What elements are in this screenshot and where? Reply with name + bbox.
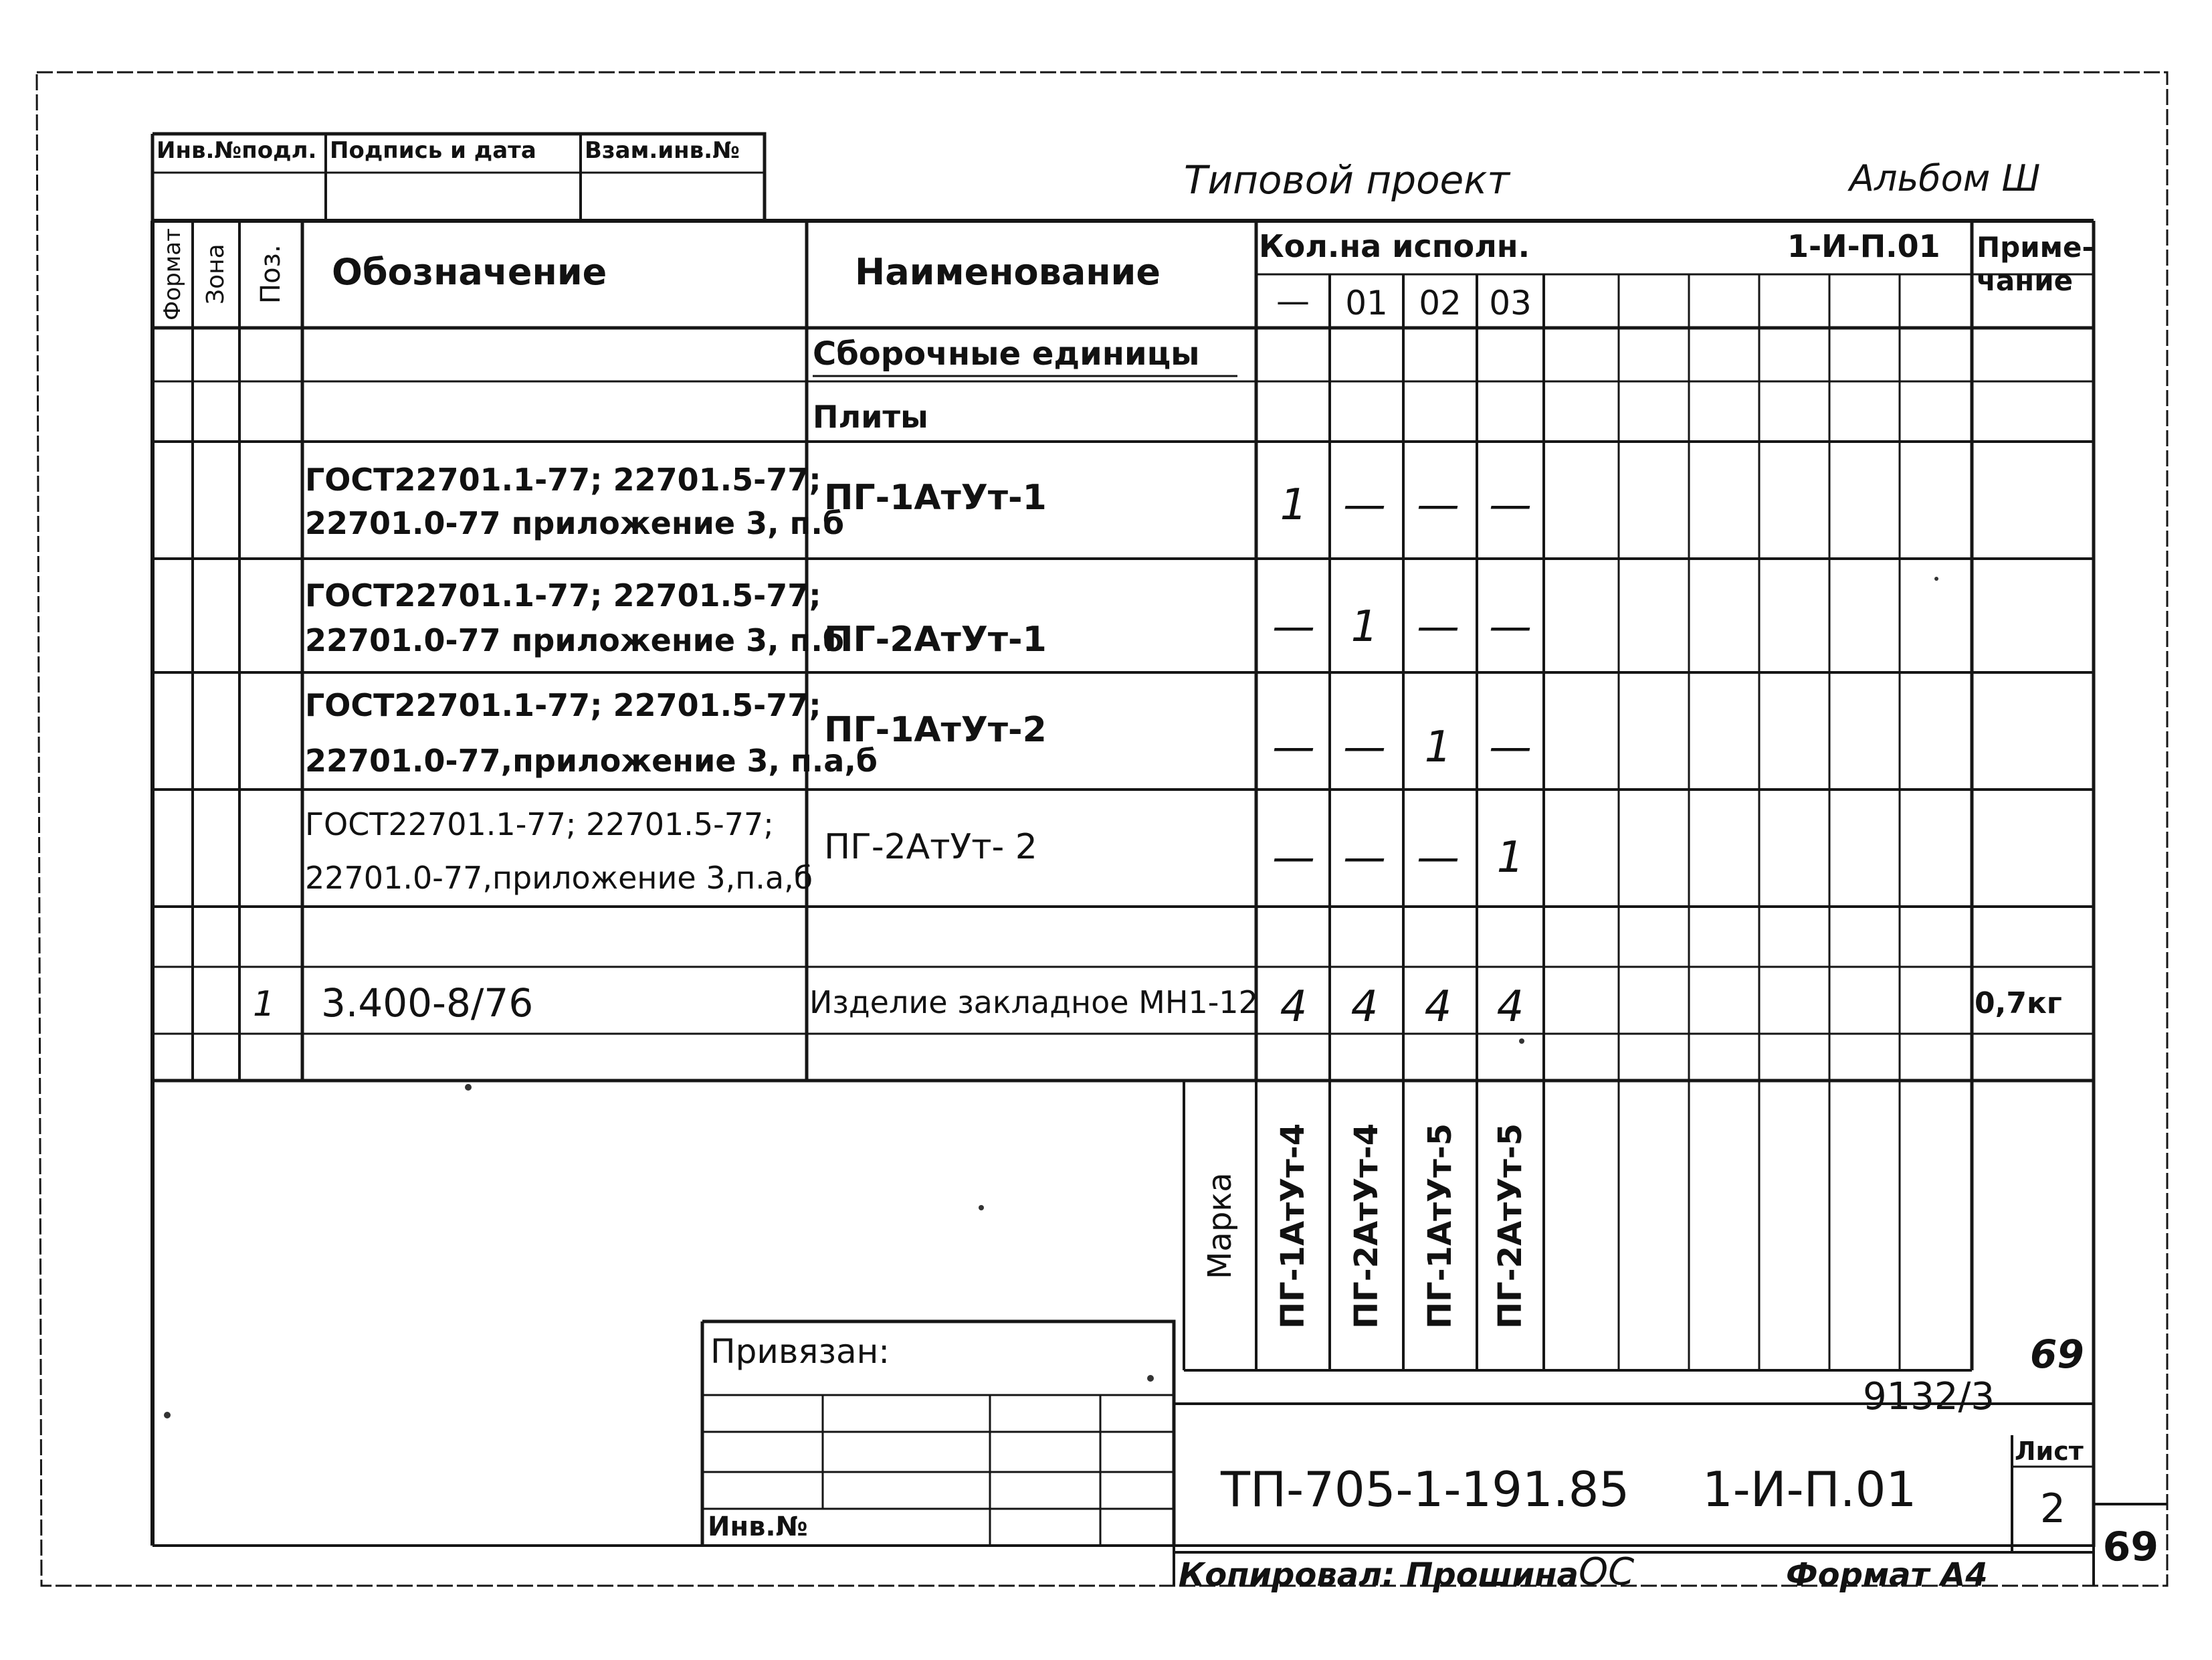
row4-qty-01: —	[1343, 833, 1386, 883]
row3-qty-03: —	[1489, 723, 1532, 772]
row1-designation-line2: 22701.0-77 приложение 3, п.б	[305, 505, 844, 541]
item-qty-03: 4	[1496, 982, 1524, 1032]
designation-header: Обозначение	[332, 251, 607, 293]
mark-3: ПГ-1АтУт-5	[1421, 1123, 1459, 1329]
row2-qty-02: —	[1417, 602, 1460, 652]
item-pos: 1	[253, 984, 276, 1024]
format-header: Формат	[159, 228, 186, 320]
sheet-label: Лист	[2015, 1437, 2084, 1466]
row1-qty-03: —	[1489, 480, 1532, 530]
row2-designation-line2: 22701.0-77 приложение 3, п.б	[305, 622, 844, 658]
item-qty-01: 4	[1350, 982, 1379, 1032]
row3-name: ПГ-1АтУт-2	[824, 710, 1047, 750]
row4-designation-line1: ГОСТ22701.1-77; 22701.5-77;	[305, 806, 774, 842]
copied-signature: ОС	[1579, 1550, 1635, 1594]
item-qty-base: 4	[1280, 982, 1308, 1032]
row1-designation-line1: ГОСТ22701.1-77; 22701.5-77;	[305, 462, 821, 498]
pos-header: Поз.	[256, 244, 286, 304]
privyazan-label: Привязан:	[710, 1332, 890, 1371]
sheet-number: 2	[2039, 1485, 2066, 1532]
format-label: Формат А4	[1786, 1556, 1988, 1594]
row4-qty-02: —	[1417, 833, 1460, 883]
stamp-replace-label: Взам.инв.№	[585, 137, 740, 164]
row2-qty-03: —	[1489, 602, 1532, 652]
variant-header-03: 03	[1489, 284, 1532, 322]
archive-number: 9132/3	[1863, 1375, 1995, 1418]
row1-name: ПГ-1АтУт-1	[824, 478, 1047, 518]
row4-qty-03: 1	[1496, 833, 1524, 883]
item-designation: 3.400-8/76	[321, 980, 534, 1026]
row3-qty-02: 1	[1424, 723, 1452, 772]
project-code: ТП-705-1-191.85	[1221, 1461, 1630, 1517]
row2-qty-base: —	[1272, 602, 1315, 652]
copied-by: Копировал: Прошина	[1179, 1556, 1579, 1594]
mark-4: ПГ-2АтУт-5	[1492, 1123, 1529, 1329]
row1-qty-base: 1	[1280, 480, 1308, 530]
row4-qty-base: —	[1272, 833, 1315, 883]
item-note: 0,7кг	[1975, 986, 2062, 1020]
note-header: Приме- чание	[1977, 231, 2094, 298]
row4-name: ПГ-2АтУт- 2	[824, 827, 1037, 867]
privyazan-inv-label: Инв.№	[708, 1511, 808, 1542]
row2-designation-line1: ГОСТ22701.1-77; 22701.5-77;	[305, 577, 821, 614]
mark-2: ПГ-2АтУт-4	[1348, 1123, 1385, 1329]
variant-header-02: 02	[1419, 284, 1462, 322]
page-number: 69	[2030, 1331, 2084, 1377]
section-plates: Плиты	[813, 399, 928, 435]
mark-1: ПГ-1АтУт-4	[1274, 1123, 1312, 1329]
item-qty-02: 4	[1424, 982, 1452, 1032]
side-number: 69	[2102, 1521, 2158, 1568]
row3-qty-01: —	[1343, 723, 1386, 772]
row4-designation-line2: 22701.0-77,приложение 3,п.а,б	[305, 860, 813, 896]
variant-header-base: —	[1276, 282, 1310, 320]
project-label: Типовой проект	[1184, 157, 1510, 203]
zone-header: Зона	[202, 244, 229, 305]
variant-header-01: 01	[1345, 284, 1388, 322]
stamp-sign-label: Подпись и дата	[330, 137, 536, 164]
doc-code-header: 1-И-П.01	[1787, 228, 1940, 264]
row3-designation-line1: ГОСТ22701.1-77; 22701.5-77;	[305, 687, 821, 723]
section-assembly-units: Сборочные единицы	[813, 335, 1200, 373]
row3-designation-line2: 22701.0-77,приложение 3, п.а,б	[305, 743, 878, 779]
row1-qty-02: —	[1417, 480, 1460, 530]
item-name: Изделие закладное МН1-12	[809, 984, 1258, 1020]
stamp-inv-label: Инв.№подл.	[157, 137, 317, 164]
row1-qty-01: —	[1343, 480, 1386, 530]
qty-header: Кол.на исполн.	[1259, 228, 1530, 264]
row2-qty-01: 1	[1350, 602, 1379, 652]
marks-label: Марка	[1201, 1172, 1239, 1280]
row2-name: ПГ-2АтУт-1	[824, 620, 1047, 660]
row3-qty-base: —	[1272, 723, 1315, 772]
name-header: Наименование	[855, 251, 1161, 293]
album-label: Альбом Ш	[1849, 157, 2041, 199]
document-code: 1-И-П.01	[1702, 1461, 1917, 1517]
